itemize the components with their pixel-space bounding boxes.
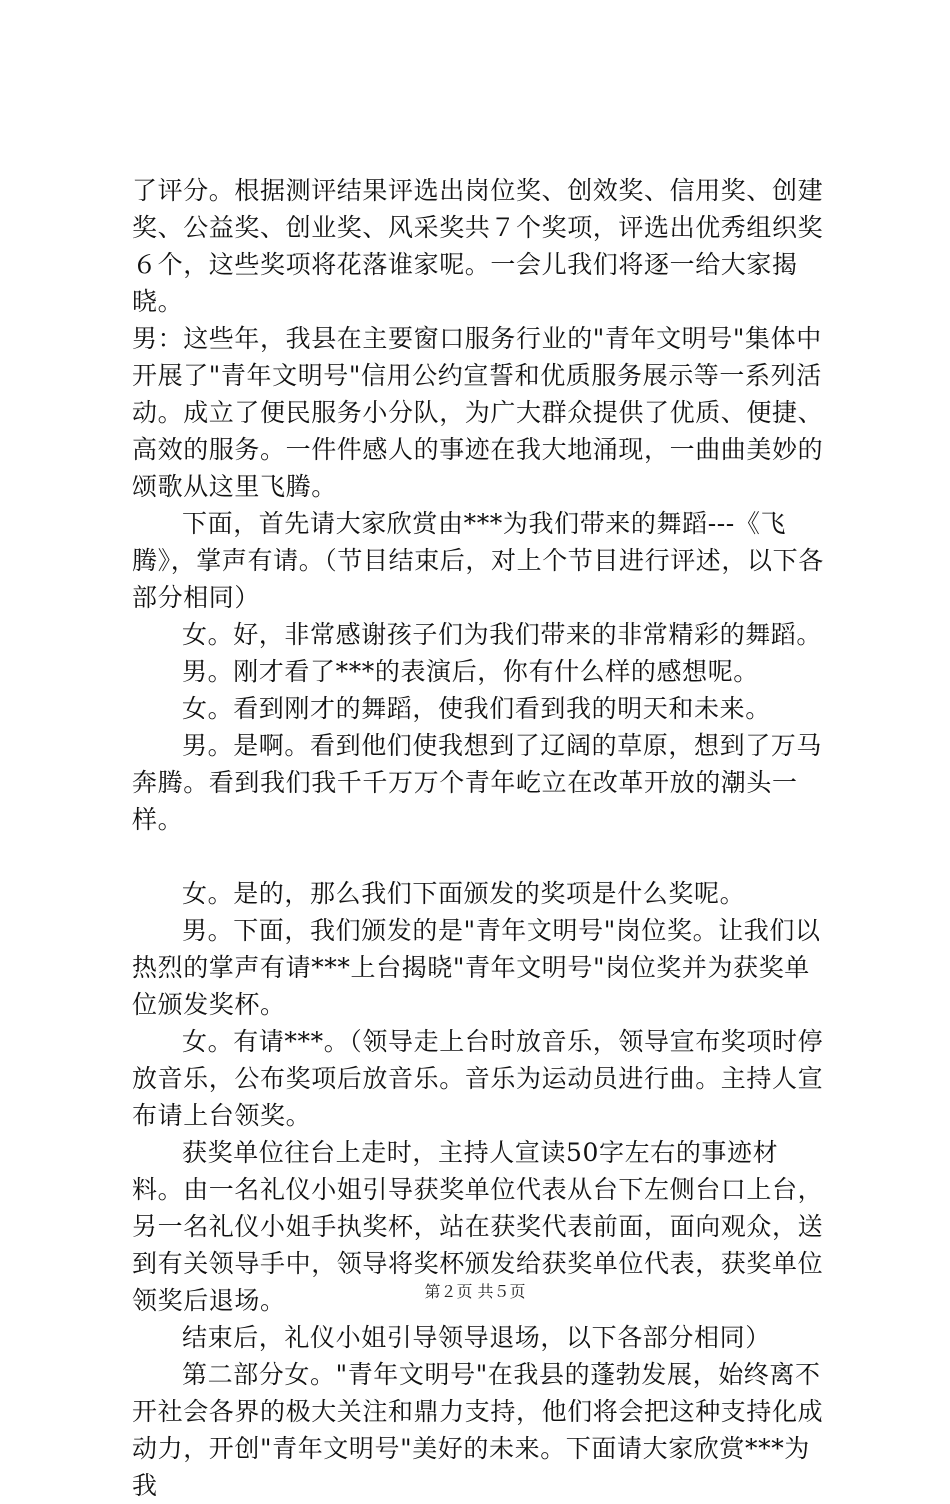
paragraph: 男：这些年，我县在主要窗口服务行业的"青年文明号"集体中开展了"青年文明号"信用公约宣誓和优质服务展示等一系列活动。成立了便民服务小分队，为广大群众提供了优质、便捷、高效的服务。一件件感人的事迹在我大地涌现，一曲曲美妙的颂歌从这里飞腾。 xyxy=(132,324,824,501)
paragraph: 男。下面，我们颁发的是"青年文明号"岗位奖。让我们以热烈的掌声有请***上台揭晓"青年文明号"岗位奖并为获奖单位颁发奖杯。 xyxy=(132,916,821,1019)
paragraph: 下面，首先请大家欣赏由***为我们带来的舞蹈---《飞腾》，掌声有请。（节目结束后，对上个节目进行评述，以下各部分相同） xyxy=(132,509,824,612)
blank-line xyxy=(132,838,828,875)
paragraph: 女。好，非常感谢孩子们为我们带来的非常精彩的舞蹈。 xyxy=(182,620,823,649)
paragraph: 了评分。根据测评结果评选出岗位奖、创效奖、信用奖、创建奖、公益奖、创业奖、风采奖共７个奖项，评选出优秀组织奖６个，这些奖项将花落谁家呢。一会儿我们将逐一给大家揭晓。 xyxy=(132,176,824,316)
paragraph: 结束后，礼仪小姐引导领导退场，以下各部分相同） xyxy=(182,1323,771,1352)
paragraph: 男。刚才看了***的表演后，你有什么样的感想呢。 xyxy=(182,657,759,686)
paragraph: 获奖单位往台上走时，主持人宣读50字左右的事迹材料。由一名礼仪小姐引导获奖单位代表从台下左侧台口上台，另一名礼仪小姐手执奖杯，站在获奖代表前面，面向观众，送到有关领导手中，领导将奖杯颁发给获奖单位代表，获奖单位领奖后退场。 xyxy=(132,1138,824,1315)
paragraph: 女。有请***。（领导走上台时放音乐，领导宣布奖项时停放音乐，公布奖项后放音乐。音乐为运动员进行曲。主持人宣布请上台领奖。 xyxy=(132,1027,824,1130)
paragraph: 女。是的，那么我们下面颁发的奖项是什么奖呢。 xyxy=(182,879,746,908)
paragraph: 女。看到刚才的舞蹈，使我们看到我的明天和未来。 xyxy=(182,694,771,723)
document-body xyxy=(132,172,828,1504)
paragraph: 第二部分女。"青年文明号"在我县的蓬勃发展，始终离不开社会各界的极大关注和鼎力支持，他们将会把这种支持化成动力，开创"青年文明号"美好的未来。下面请大家欣赏***为我 xyxy=(132,1360,824,1500)
paragraph: 男。是啊。看到他们使我想到了辽阔的草原，想到了万马奔腾。看到我们我千千万万个青年屹立在改革开放的潮头一样。 xyxy=(132,731,823,834)
page-footer: 第２页 共５页 xyxy=(424,1282,526,1301)
